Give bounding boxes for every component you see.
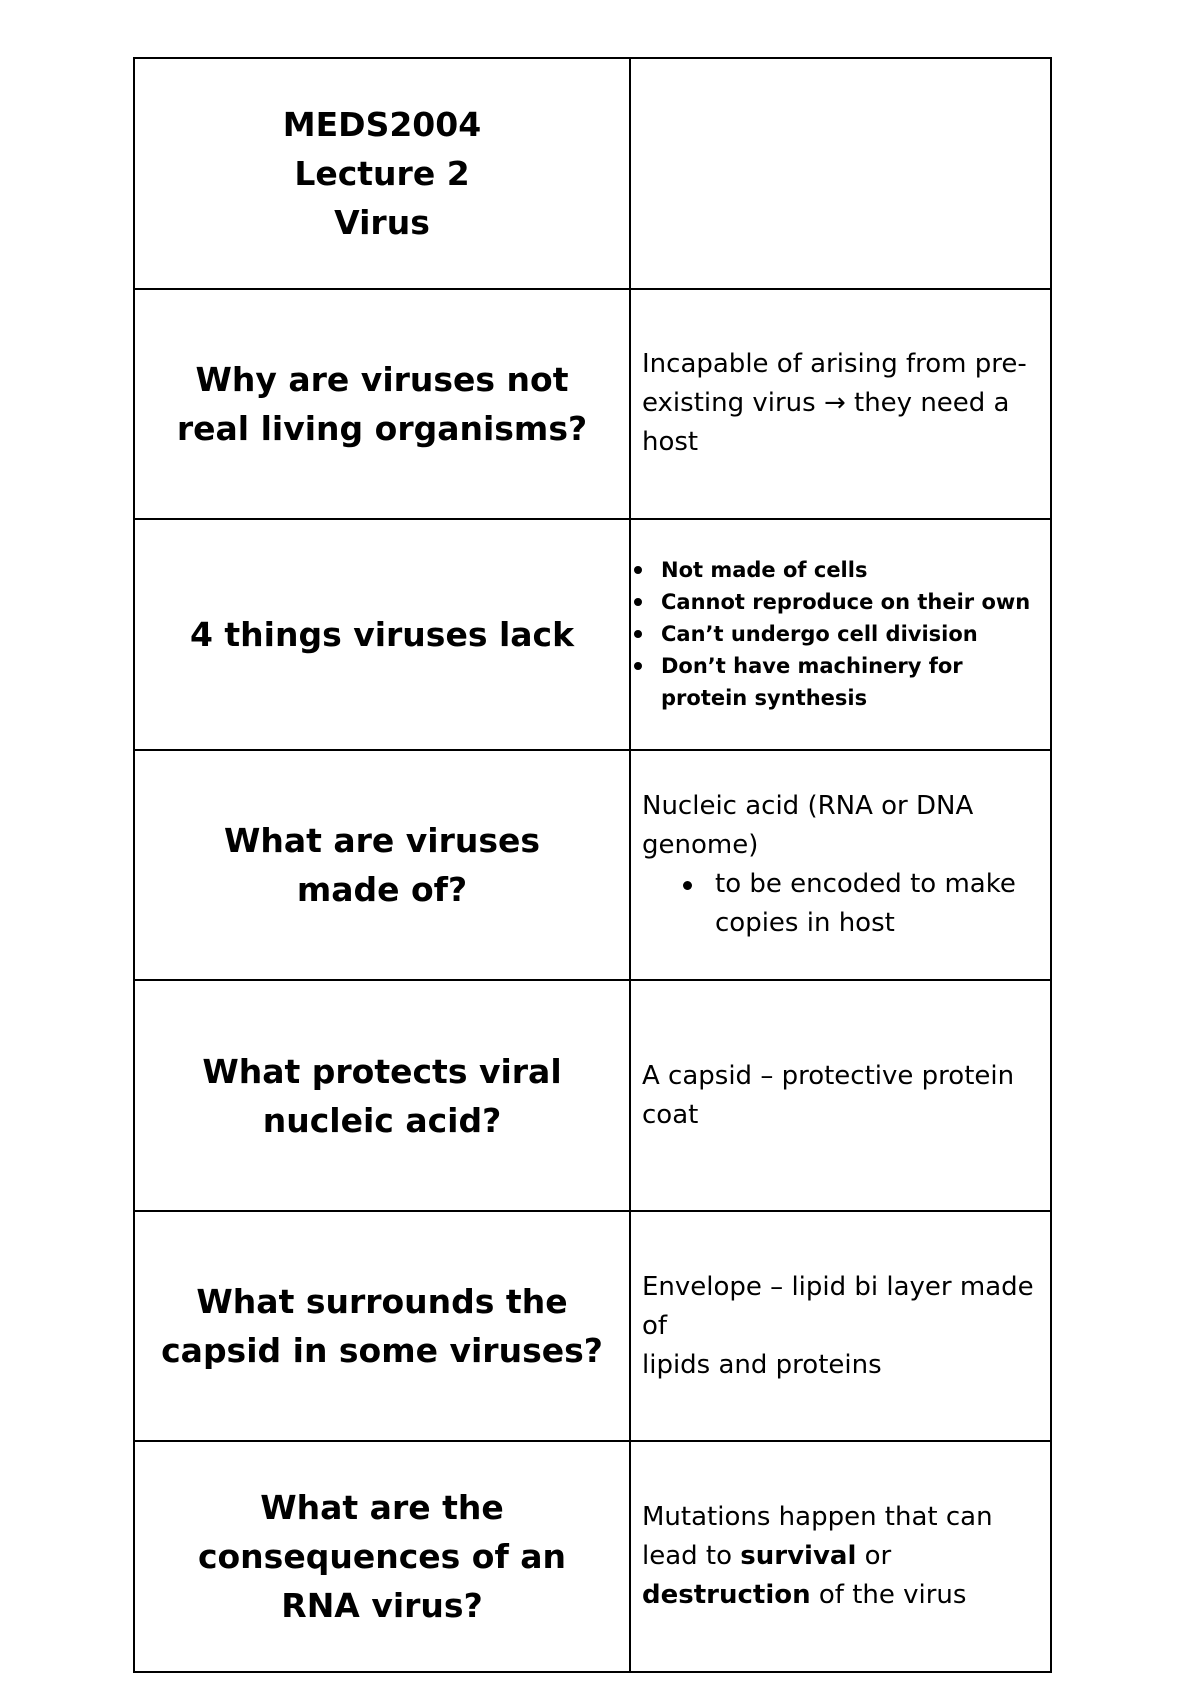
question-cell bbox=[134, 289, 630, 520]
bullet-item: Can’t undergo cell division bbox=[632, 618, 1040, 650]
title-answer-cell-empty bbox=[630, 58, 1051, 289]
answer-text-part: of the virus bbox=[810, 1580, 967, 1611]
title-row bbox=[134, 58, 1051, 289]
flashcard-table bbox=[133, 57, 1052, 1673]
lecture-topic: Virus bbox=[334, 202, 430, 242]
bullet-item: Not made of cells bbox=[632, 554, 1040, 586]
question-cell bbox=[134, 1211, 630, 1442]
question-text: What are the consequences of an RNA virus? bbox=[197, 1488, 567, 1626]
answer-line: Nucleic acid (RNA or DNA bbox=[642, 790, 974, 821]
answer-cell bbox=[630, 1441, 1051, 1672]
answer-line: coat bbox=[642, 1099, 699, 1130]
answer-line: A capsid – protective protein bbox=[642, 1060, 1015, 1091]
answer-text bbox=[642, 1502, 993, 1610]
bullet-item: Cannot reproduce on their own bbox=[632, 586, 1040, 618]
question-text: What are viruses made of? bbox=[223, 820, 541, 909]
answer-cell bbox=[630, 289, 1051, 520]
bullet-item: Don’t have machinery for protein synthesis bbox=[632, 650, 1040, 714]
question-cell bbox=[134, 750, 630, 981]
question-text: 4 things viruses lack bbox=[189, 614, 575, 654]
answer-line: genome) bbox=[642, 829, 759, 860]
answer-text-part: or bbox=[856, 1541, 892, 1572]
bullet-item: to be encoded to make copies in host bbox=[642, 865, 1040, 943]
card-row bbox=[134, 1441, 1051, 1672]
answer-bullet-list bbox=[642, 554, 1040, 714]
answer-bold-term: destruction bbox=[642, 1580, 811, 1611]
answer-line: lipids and proteins bbox=[642, 1349, 882, 1380]
lecture-number: Lecture 2 bbox=[294, 153, 470, 193]
answer-line: Incapable of arising from pre- bbox=[642, 349, 1027, 380]
card-row bbox=[134, 1211, 1051, 1442]
answer-cell bbox=[630, 519, 1051, 750]
answer-cell bbox=[630, 1211, 1051, 1442]
question-cell bbox=[134, 519, 630, 750]
card-row bbox=[134, 289, 1051, 520]
question-text: Why are viruses not real living organisms? bbox=[176, 359, 588, 448]
title-cell bbox=[134, 58, 630, 289]
answer-bold-term: survival bbox=[740, 1541, 857, 1572]
card-row bbox=[134, 750, 1051, 981]
answer-line: host bbox=[642, 427, 699, 458]
answer-text-part: Mutations happen that can lead to bbox=[642, 1502, 993, 1572]
question-cell bbox=[134, 1441, 630, 1672]
card-row bbox=[134, 980, 1051, 1211]
question-text: What protects viral nucleic acid? bbox=[202, 1051, 562, 1140]
answer-bullet-list bbox=[642, 865, 1040, 943]
answer-cell bbox=[630, 750, 1051, 981]
course-code: MEDS2004 bbox=[282, 104, 482, 144]
card-row bbox=[134, 519, 1051, 750]
answer-line: Envelope – lipid bi layer made of bbox=[642, 1271, 1034, 1341]
answer-cell bbox=[630, 980, 1051, 1211]
answer-line: existing virus → they need a bbox=[642, 388, 1010, 419]
question-text: What surrounds the capsid in some viruses? bbox=[161, 1282, 603, 1371]
question-cell bbox=[134, 980, 630, 1211]
